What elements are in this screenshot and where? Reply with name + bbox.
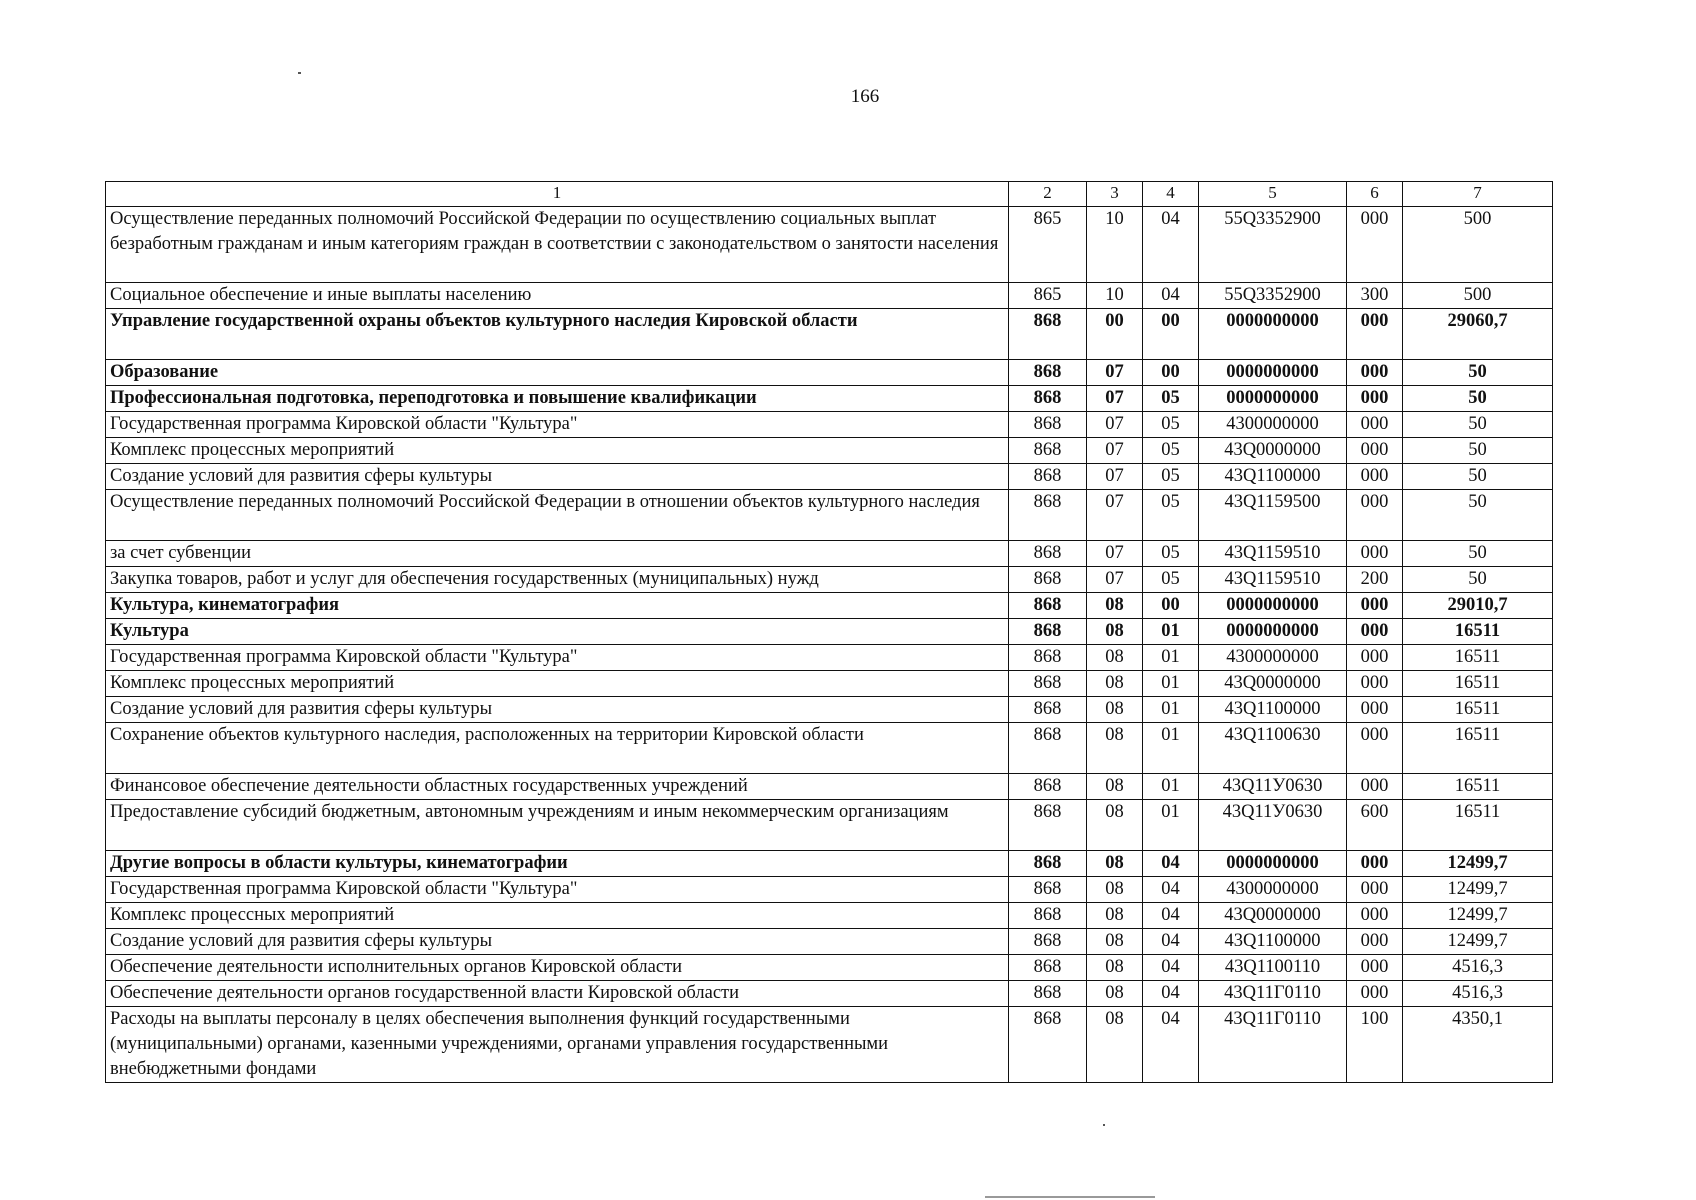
row-csr-cell: 43Q1100630 bbox=[1199, 723, 1347, 774]
row-sum-cell: 500 bbox=[1403, 207, 1553, 283]
row-ved-cell: 868 bbox=[1009, 877, 1087, 903]
row-rz-cell: 08 bbox=[1087, 645, 1143, 671]
scan-speck bbox=[985, 1196, 1155, 1198]
row-sum-cell: 50 bbox=[1403, 567, 1553, 593]
row-rz-cell: 08 bbox=[1087, 955, 1143, 981]
row-rz-cell: 08 bbox=[1087, 619, 1143, 645]
row-pr-cell: 05 bbox=[1143, 464, 1199, 490]
row-pr-cell: 01 bbox=[1143, 645, 1199, 671]
row-ved-cell: 868 bbox=[1009, 541, 1087, 567]
row-rz-cell: 07 bbox=[1087, 541, 1143, 567]
row-vr-cell: 600 bbox=[1347, 800, 1403, 851]
row-sum-cell: 29060,7 bbox=[1403, 309, 1553, 360]
row-pr-cell: 05 bbox=[1143, 490, 1199, 541]
row-pr-cell: 01 bbox=[1143, 800, 1199, 851]
row-vr-cell: 000 bbox=[1347, 723, 1403, 774]
column-header: 3 bbox=[1087, 182, 1143, 207]
row-csr-cell: 43Q1100000 bbox=[1199, 929, 1347, 955]
table-row bbox=[106, 567, 1553, 593]
column-header: 1 bbox=[106, 182, 1009, 207]
table-row bbox=[106, 360, 1553, 386]
table-row bbox=[106, 619, 1553, 645]
table-row bbox=[106, 877, 1553, 903]
row-pr-cell: 01 bbox=[1143, 671, 1199, 697]
table-row bbox=[106, 386, 1553, 412]
table-row bbox=[106, 697, 1553, 723]
row-vr-cell: 000 bbox=[1347, 877, 1403, 903]
table-row bbox=[106, 723, 1553, 774]
row-csr-cell: 4300000000 bbox=[1199, 412, 1347, 438]
row-ved-cell: 865 bbox=[1009, 283, 1087, 309]
row-vr-cell: 200 bbox=[1347, 567, 1403, 593]
row-ved-cell: 868 bbox=[1009, 386, 1087, 412]
table-body bbox=[106, 207, 1553, 1083]
row-ved-cell: 868 bbox=[1009, 593, 1087, 619]
row-vr-cell: 000 bbox=[1347, 645, 1403, 671]
table-row bbox=[106, 1007, 1553, 1083]
row-rz-cell: 08 bbox=[1087, 877, 1143, 903]
row-ved-cell: 868 bbox=[1009, 360, 1087, 386]
row-sum-cell: 12499,7 bbox=[1403, 929, 1553, 955]
row-ved-cell: 868 bbox=[1009, 619, 1087, 645]
row-vr-cell: 000 bbox=[1347, 671, 1403, 697]
row-sum-cell: 12499,7 bbox=[1403, 851, 1553, 877]
table-row bbox=[106, 438, 1553, 464]
row-name-cell: Расходы на выплаты персоналу в целях обеспечения выполнения функций государственными (муниципальными) органами, казенными учреждениями, органами управления государственными внебюджетными фондами bbox=[106, 1007, 1009, 1083]
row-name-cell: Осуществление переданных полномочий Российской Федерации в отношении объектов культурного наследия bbox=[106, 490, 1009, 541]
row-pr-cell: 04 bbox=[1143, 981, 1199, 1007]
row-ved-cell: 868 bbox=[1009, 567, 1087, 593]
row-pr-cell: 04 bbox=[1143, 1007, 1199, 1083]
row-pr-cell: 05 bbox=[1143, 386, 1199, 412]
row-csr-cell: 0000000000 bbox=[1199, 309, 1347, 360]
row-sum-cell: 12499,7 bbox=[1403, 903, 1553, 929]
row-name-cell: Закупка товаров, работ и услуг для обеспечения государственных (муниципальных) нужд bbox=[106, 567, 1009, 593]
row-name-cell: Государственная программа Кировской области "Культура" bbox=[106, 645, 1009, 671]
row-sum-cell: 16511 bbox=[1403, 800, 1553, 851]
row-rz-cell: 08 bbox=[1087, 929, 1143, 955]
row-sum-cell: 50 bbox=[1403, 438, 1553, 464]
row-rz-cell: 07 bbox=[1087, 490, 1143, 541]
table-row bbox=[106, 593, 1553, 619]
row-vr-cell: 300 bbox=[1347, 283, 1403, 309]
table-row bbox=[106, 800, 1553, 851]
row-vr-cell: 000 bbox=[1347, 903, 1403, 929]
row-vr-cell: 000 bbox=[1347, 360, 1403, 386]
row-csr-cell: 0000000000 bbox=[1199, 593, 1347, 619]
row-vr-cell: 000 bbox=[1347, 593, 1403, 619]
row-vr-cell: 000 bbox=[1347, 207, 1403, 283]
row-pr-cell: 04 bbox=[1143, 207, 1199, 283]
row-sum-cell: 16511 bbox=[1403, 723, 1553, 774]
row-pr-cell: 01 bbox=[1143, 619, 1199, 645]
row-ved-cell: 868 bbox=[1009, 955, 1087, 981]
table-row bbox=[106, 851, 1553, 877]
row-vr-cell: 000 bbox=[1347, 774, 1403, 800]
row-pr-cell: 04 bbox=[1143, 929, 1199, 955]
column-header: 7 bbox=[1403, 182, 1553, 207]
row-csr-cell: 55Q3352900 bbox=[1199, 283, 1347, 309]
table-row bbox=[106, 645, 1553, 671]
row-name-cell: Культура, кинематография bbox=[106, 593, 1009, 619]
row-vr-cell: 000 bbox=[1347, 438, 1403, 464]
table-row bbox=[106, 309, 1553, 360]
row-vr-cell: 000 bbox=[1347, 412, 1403, 438]
row-sum-cell: 12499,7 bbox=[1403, 877, 1553, 903]
row-csr-cell: 43Q1159500 bbox=[1199, 490, 1347, 541]
row-ved-cell: 868 bbox=[1009, 464, 1087, 490]
row-name-cell: Комплекс процессных мероприятий bbox=[106, 438, 1009, 464]
budget-table bbox=[105, 181, 1553, 1083]
row-name-cell: Управление государственной охраны объектов культурного наследия Кировской области bbox=[106, 309, 1009, 360]
row-ved-cell: 868 bbox=[1009, 723, 1087, 774]
row-sum-cell: 500 bbox=[1403, 283, 1553, 309]
row-name-cell: Осуществление переданных полномочий Российской Федерации по осуществлению социальных выплат безработным гражданам и иным категориям граждан в соответствии с законодательством о занятости населения bbox=[106, 207, 1009, 283]
row-sum-cell: 50 bbox=[1403, 360, 1553, 386]
row-csr-cell: 43Q11Г0110 bbox=[1199, 981, 1347, 1007]
row-rz-cell: 07 bbox=[1087, 438, 1143, 464]
row-name-cell: Финансовое обеспечение деятельности областных государственных учреждений bbox=[106, 774, 1009, 800]
row-vr-cell: 100 bbox=[1347, 1007, 1403, 1083]
scan-speck bbox=[1103, 1124, 1105, 1126]
row-ved-cell: 868 bbox=[1009, 438, 1087, 464]
row-pr-cell: 00 bbox=[1143, 360, 1199, 386]
table-row bbox=[106, 283, 1553, 309]
table-row bbox=[106, 774, 1553, 800]
row-sum-cell: 4350,1 bbox=[1403, 1007, 1553, 1083]
row-name-cell: Государственная программа Кировской области "Культура" bbox=[106, 877, 1009, 903]
row-vr-cell: 000 bbox=[1347, 309, 1403, 360]
row-rz-cell: 08 bbox=[1087, 903, 1143, 929]
scan-speck bbox=[298, 72, 301, 74]
row-sum-cell: 50 bbox=[1403, 490, 1553, 541]
row-name-cell: Обеспечение деятельности органов государственной власти Кировской области bbox=[106, 981, 1009, 1007]
row-rz-cell: 00 bbox=[1087, 309, 1143, 360]
row-ved-cell: 868 bbox=[1009, 851, 1087, 877]
row-rz-cell: 07 bbox=[1087, 386, 1143, 412]
row-name-cell: Создание условий для развития сферы культуры bbox=[106, 929, 1009, 955]
row-csr-cell: 4300000000 bbox=[1199, 877, 1347, 903]
row-rz-cell: 10 bbox=[1087, 207, 1143, 283]
row-name-cell: Образование bbox=[106, 360, 1009, 386]
row-rz-cell: 08 bbox=[1087, 671, 1143, 697]
row-name-cell: Создание условий для развития сферы культуры bbox=[106, 464, 1009, 490]
row-ved-cell: 868 bbox=[1009, 412, 1087, 438]
row-ved-cell: 868 bbox=[1009, 800, 1087, 851]
row-sum-cell: 50 bbox=[1403, 386, 1553, 412]
row-csr-cell: 43Q11Г0110 bbox=[1199, 1007, 1347, 1083]
row-name-cell: Обеспечение деятельности исполнительных органов Кировской области bbox=[106, 955, 1009, 981]
row-rz-cell: 08 bbox=[1087, 800, 1143, 851]
table-row bbox=[106, 929, 1553, 955]
row-pr-cell: 01 bbox=[1143, 774, 1199, 800]
row-rz-cell: 07 bbox=[1087, 412, 1143, 438]
row-sum-cell: 50 bbox=[1403, 412, 1553, 438]
row-pr-cell: 00 bbox=[1143, 309, 1199, 360]
row-name-cell: Социальное обеспечение и иные выплаты населению bbox=[106, 283, 1009, 309]
row-sum-cell: 16511 bbox=[1403, 671, 1553, 697]
row-sum-cell: 4516,3 bbox=[1403, 955, 1553, 981]
row-rz-cell: 08 bbox=[1087, 774, 1143, 800]
row-csr-cell: 0000000000 bbox=[1199, 851, 1347, 877]
row-csr-cell: 43Q0000000 bbox=[1199, 903, 1347, 929]
row-rz-cell: 07 bbox=[1087, 464, 1143, 490]
row-ved-cell: 868 bbox=[1009, 309, 1087, 360]
row-sum-cell: 16511 bbox=[1403, 619, 1553, 645]
row-csr-cell: 0000000000 bbox=[1199, 619, 1347, 645]
row-vr-cell: 000 bbox=[1347, 929, 1403, 955]
row-sum-cell: 16511 bbox=[1403, 697, 1553, 723]
row-pr-cell: 04 bbox=[1143, 903, 1199, 929]
row-pr-cell: 04 bbox=[1143, 955, 1199, 981]
column-header: 6 bbox=[1347, 182, 1403, 207]
row-csr-cell: 43Q1100110 bbox=[1199, 955, 1347, 981]
table-row bbox=[106, 412, 1553, 438]
table-header-row bbox=[106, 182, 1553, 207]
row-name-cell: Культура bbox=[106, 619, 1009, 645]
row-csr-cell: 43Q1100000 bbox=[1199, 464, 1347, 490]
table-row bbox=[106, 490, 1553, 541]
row-pr-cell: 05 bbox=[1143, 412, 1199, 438]
row-csr-cell: 0000000000 bbox=[1199, 360, 1347, 386]
row-csr-cell: 43Q1159510 bbox=[1199, 567, 1347, 593]
table-row bbox=[106, 207, 1553, 283]
row-csr-cell: 43Q0000000 bbox=[1199, 438, 1347, 464]
row-sum-cell: 29010,7 bbox=[1403, 593, 1553, 619]
row-rz-cell: 07 bbox=[1087, 567, 1143, 593]
row-vr-cell: 000 bbox=[1347, 386, 1403, 412]
row-pr-cell: 04 bbox=[1143, 877, 1199, 903]
row-vr-cell: 000 bbox=[1347, 490, 1403, 541]
row-name-cell: Комплекс процессных мероприятий bbox=[106, 671, 1009, 697]
row-rz-cell: 10 bbox=[1087, 283, 1143, 309]
row-sum-cell: 16511 bbox=[1403, 774, 1553, 800]
row-name-cell: за счет субвенции bbox=[106, 541, 1009, 567]
column-header: 2 bbox=[1009, 182, 1087, 207]
row-csr-cell: 55Q3352900 bbox=[1199, 207, 1347, 283]
row-pr-cell: 04 bbox=[1143, 851, 1199, 877]
row-vr-cell: 000 bbox=[1347, 619, 1403, 645]
row-pr-cell: 05 bbox=[1143, 541, 1199, 567]
row-pr-cell: 05 bbox=[1143, 438, 1199, 464]
row-csr-cell: 43Q11У0630 bbox=[1199, 774, 1347, 800]
row-csr-cell: 0000000000 bbox=[1199, 386, 1347, 412]
row-ved-cell: 868 bbox=[1009, 929, 1087, 955]
row-ved-cell: 868 bbox=[1009, 645, 1087, 671]
row-pr-cell: 00 bbox=[1143, 593, 1199, 619]
row-rz-cell: 08 bbox=[1087, 593, 1143, 619]
row-name-cell: Предоставление субсидий бюджетным, автономным учреждениям и иным некоммерческим организациям bbox=[106, 800, 1009, 851]
row-pr-cell: 05 bbox=[1143, 567, 1199, 593]
row-sum-cell: 50 bbox=[1403, 541, 1553, 567]
row-rz-cell: 08 bbox=[1087, 723, 1143, 774]
row-sum-cell: 16511 bbox=[1403, 645, 1553, 671]
row-rz-cell: 08 bbox=[1087, 697, 1143, 723]
row-vr-cell: 000 bbox=[1347, 851, 1403, 877]
row-vr-cell: 000 bbox=[1347, 464, 1403, 490]
row-ved-cell: 865 bbox=[1009, 207, 1087, 283]
row-name-cell: Профессиональная подготовка, переподготовка и повышение квалификации bbox=[106, 386, 1009, 412]
row-rz-cell: 08 bbox=[1087, 981, 1143, 1007]
row-rz-cell: 08 bbox=[1087, 1007, 1143, 1083]
row-rz-cell: 07 bbox=[1087, 360, 1143, 386]
table-row bbox=[106, 464, 1553, 490]
row-csr-cell: 4300000000 bbox=[1199, 645, 1347, 671]
row-csr-cell: 43Q11У0630 bbox=[1199, 800, 1347, 851]
row-sum-cell: 4516,3 bbox=[1403, 981, 1553, 1007]
row-sum-cell: 50 bbox=[1403, 464, 1553, 490]
row-name-cell: Создание условий для развития сферы культуры bbox=[106, 697, 1009, 723]
table-row bbox=[106, 981, 1553, 1007]
table-row bbox=[106, 955, 1553, 981]
row-ved-cell: 868 bbox=[1009, 671, 1087, 697]
table-row bbox=[106, 671, 1553, 697]
row-csr-cell: 43Q1159510 bbox=[1199, 541, 1347, 567]
row-name-cell: Комплекс процессных мероприятий bbox=[106, 903, 1009, 929]
row-ved-cell: 868 bbox=[1009, 903, 1087, 929]
row-name-cell: Другие вопросы в области культуры, кинематографии bbox=[106, 851, 1009, 877]
row-pr-cell: 04 bbox=[1143, 283, 1199, 309]
row-name-cell: Сохранение объектов культурного наследия, расположенных на территории Кировской области bbox=[106, 723, 1009, 774]
row-pr-cell: 01 bbox=[1143, 723, 1199, 774]
column-header: 4 bbox=[1143, 182, 1199, 207]
row-pr-cell: 01 bbox=[1143, 697, 1199, 723]
table-row bbox=[106, 903, 1553, 929]
row-ved-cell: 868 bbox=[1009, 981, 1087, 1007]
row-vr-cell: 000 bbox=[1347, 981, 1403, 1007]
row-csr-cell: 43Q0000000 bbox=[1199, 671, 1347, 697]
row-vr-cell: 000 bbox=[1347, 697, 1403, 723]
row-ved-cell: 868 bbox=[1009, 1007, 1087, 1083]
row-csr-cell: 43Q1100000 bbox=[1199, 697, 1347, 723]
row-vr-cell: 000 bbox=[1347, 541, 1403, 567]
table-row bbox=[106, 541, 1553, 567]
row-ved-cell: 868 bbox=[1009, 490, 1087, 541]
row-ved-cell: 868 bbox=[1009, 697, 1087, 723]
row-name-cell: Государственная программа Кировской области "Культура" bbox=[106, 412, 1009, 438]
row-ved-cell: 868 bbox=[1009, 774, 1087, 800]
row-rz-cell: 08 bbox=[1087, 851, 1143, 877]
row-vr-cell: 000 bbox=[1347, 955, 1403, 981]
column-header: 5 bbox=[1199, 182, 1347, 207]
page-number: 166 bbox=[850, 86, 880, 107]
